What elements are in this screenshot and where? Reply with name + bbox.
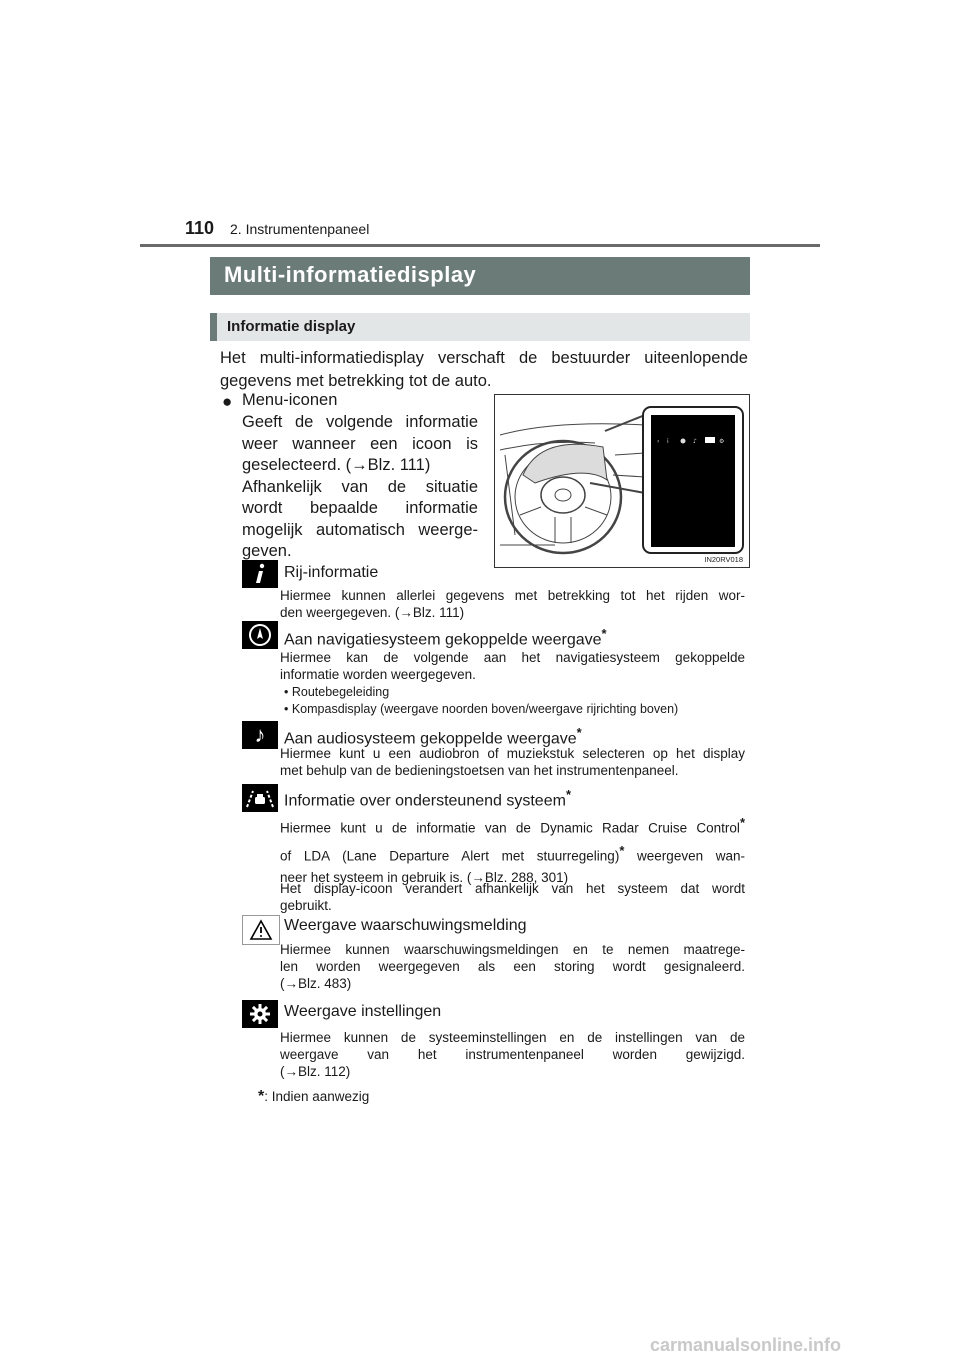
desc-line: Hiermee kan de volgende aan het navigatiesysteem gekoppelde	[280, 650, 745, 665]
bullet-line: geselecteerd. (→Blz. 111)	[242, 456, 431, 474]
item-title-ondersteunend	[284, 787, 571, 810]
info-icon	[242, 560, 278, 588]
music-glyph: ♪	[254, 722, 266, 747]
bullet-text	[242, 412, 478, 563]
navigation-icon	[242, 621, 278, 649]
item-desc-rij-informatie	[280, 587, 745, 621]
desc-line: gebruikt.	[280, 898, 332, 913]
chapter-title: 2. Instrumentenpaneel	[230, 221, 370, 237]
car-lane-icon	[242, 784, 278, 812]
item-title-instellingen: Weergave instellingen	[284, 1003, 442, 1020]
svg-text:‹: ‹	[657, 438, 660, 445]
item-title-rij-informatie: Rij-informatie	[284, 564, 379, 581]
figure-code: IN20RV018	[704, 555, 743, 564]
asterisk: *	[565, 787, 571, 802]
desc-line: met behulp van de bedieningstoetsen van het instrumentenpaneel.	[280, 763, 679, 778]
desc-line: (→Blz. 483)	[280, 976, 352, 991]
asterisk: *	[576, 725, 582, 740]
bullet-line: Afhankelijk van de situatie	[242, 477, 478, 496]
item-desc2-ondersteunend	[280, 880, 745, 914]
item-title-navigatie	[284, 626, 607, 649]
item-desc-waarschuwing	[280, 941, 745, 992]
bullet-symbol: ●	[222, 392, 233, 411]
subsection-title: Informatie display	[210, 313, 750, 341]
svg-text:⚙: ⚙	[719, 438, 725, 445]
dashboard-figure	[494, 394, 750, 568]
footnote-text: : Indien aanwezig	[264, 1089, 370, 1104]
desc-line: neer het systeem in gebruik is. (→Blz. 288, 301)	[280, 870, 569, 885]
asterisk: *	[619, 842, 625, 858]
watermark: carmanualsonline.info	[650, 1335, 842, 1355]
gear-icon	[242, 1000, 278, 1028]
dashboard-illustration	[495, 395, 750, 568]
item-desc-audio	[280, 745, 745, 779]
bullet-line: wordt bepaalde informatie	[242, 499, 478, 517]
desc-line: Hiermee kunnen allerlei gegevens met betrekking tot het rijden wor-	[280, 588, 745, 603]
item-title-text: Aan navigatiesysteem gekoppelde weergave	[284, 631, 602, 649]
bullet-line: weer wanneer een icoon is	[242, 434, 478, 453]
nav-sublist	[284, 684, 678, 718]
warning-icon	[242, 915, 280, 945]
desc-line: Het display-icoon verandert afhankelijk van het systeem dat wordt	[280, 881, 745, 896]
section-title: Multi-informatiedisplay	[210, 257, 750, 295]
svg-text:i: i	[667, 438, 669, 445]
desc-line: Hiermee kunnen waarschuwingsmeldingen en te nemen maatrege-	[280, 942, 745, 957]
sublist-item: • Kompasdisplay (weergave noorden boven/weergave rijrichting boven)	[284, 702, 679, 716]
header-rule	[140, 244, 820, 247]
asterisk: *	[601, 626, 607, 641]
intro-line: gegevens met betrekking tot de auto.	[220, 372, 492, 390]
desc-line	[280, 840, 745, 868]
asterisk: *	[739, 815, 745, 830]
intro-paragraph	[220, 347, 748, 393]
intro-line: Het multi-informatiedisplay verschaft de bestuurder uiteenlopende	[220, 349, 748, 367]
desc-line	[280, 812, 745, 840]
desc-line: weergave van het instrumentenpaneel worden gewijzigd.	[280, 1047, 745, 1062]
music-note-icon	[242, 721, 278, 749]
desc-line: Hiermee kunnen de systeeminstellingen en de instellingen van de	[280, 1030, 745, 1045]
item-title-waarschuwing: Weergave waarschuwingsmelding	[284, 917, 527, 934]
desc-line: Hiermee kunt u een audiobron of muziekstuk selecteren op het display	[280, 746, 745, 761]
item-desc-ondersteunend	[280, 812, 745, 889]
desc-text: weergeven wan-	[624, 848, 746, 863]
desc-line: len worden weergegeven als een storing wordt gesignaleerd.	[280, 959, 745, 974]
bullet-heading: Menu-iconen	[242, 391, 338, 409]
sublist-item: • Routebegeleiding	[284, 685, 390, 699]
desc-line: den weergegeven. (→Blz. 111)	[280, 605, 465, 620]
svg-text:♪: ♪	[693, 438, 697, 445]
item-title-text: Informatie over ondersteunend systeem	[284, 792, 566, 810]
desc-text: Hiermee kunt u de informatie van de Dynamic Radar Cruise Control	[280, 820, 740, 836]
item-desc-navigatie	[280, 649, 745, 683]
desc-line: (→Blz. 112)	[280, 1064, 351, 1079]
page-number: 110	[185, 218, 215, 238]
footnote	[258, 1088, 369, 1106]
bullet-line: mogelijk automatisch weerge-	[242, 520, 478, 539]
desc-text: of LDA (Lane Departure Alert met stuurregeling)	[280, 848, 620, 863]
item-title-text: Aan audiosysteem gekoppelde weergave	[284, 730, 577, 748]
desc-line: informatie worden weergegeven.	[280, 667, 476, 682]
footnote-star: *	[258, 1088, 265, 1105]
bullet-line: geven.	[242, 542, 292, 560]
item-desc-instellingen	[280, 1029, 745, 1080]
bullet-line: Geeft de volgende informatie	[242, 413, 478, 431]
